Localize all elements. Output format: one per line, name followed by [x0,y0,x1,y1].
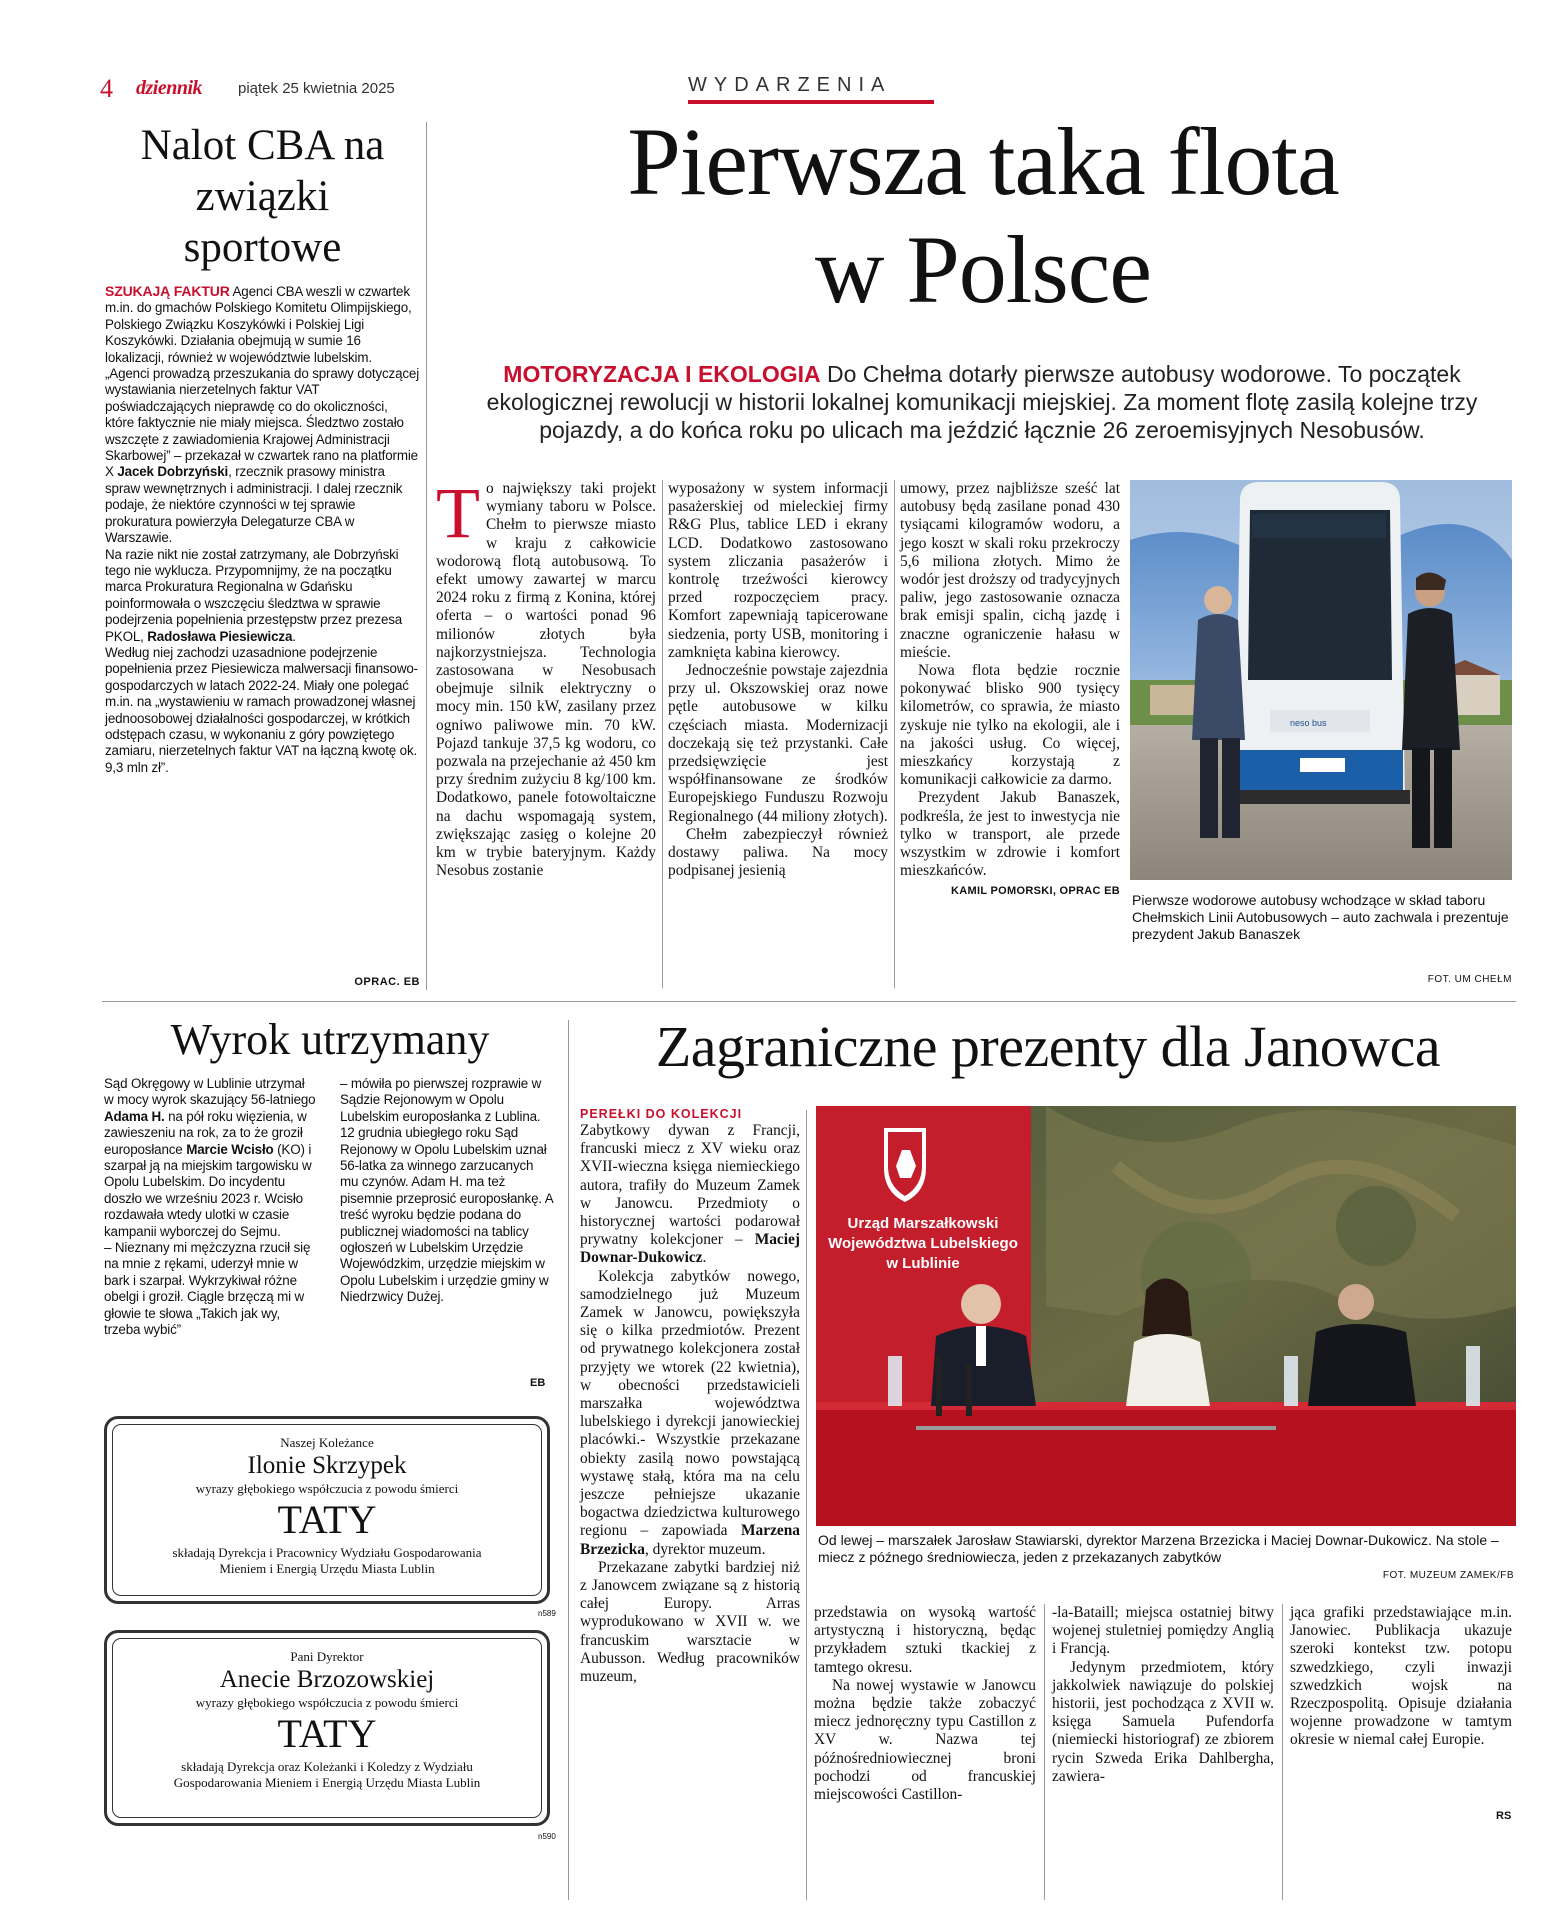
banner-line-2: Województwa Lubelskiego [828,1235,1018,1252]
column-divider [806,1110,807,1900]
cba-headline: Nalot CBA na związki sportowe [140,122,385,271]
obituary-name: Anecie Brzozowskiej [219,1666,435,1693]
issue-date: piątek 25 kwietnia 2025 [238,80,395,97]
page-number: 4 [100,74,113,103]
obituary-big: TATY [277,1711,377,1756]
wyrok-paragraph: na pół roku więzienia, w zawieszeniu na rok, za to że groził europosłance [104,1108,307,1157]
obituary-from: składają Dyrekcja i Pracownicy Wydziału Gospodarowania Mieniem i Energią Urzędu Miasta Lublin [172,1545,482,1576]
obituary-code: n589 [538,1609,556,1618]
cba-body [105,283,420,776]
museum-photo-credit: FOT. MUZEUM ZAMEK/FB [1382,1570,1514,1581]
drop-cap: T [436,473,480,553]
cba-paragraph: „Agenci prowadzą przeszukania do sprawy dotyczącej wystawiania nierzetelnych faktur VAT poświadczających nieprawdę co do okoliczności, które faktycznie nie miały miejsca. Śledztwo zostało wszczęte z zawiadomienia Krajowej Administracji Skarbowej” – przekazał w czwartek rano na platformie X [105,366,420,480]
column-divider [568,1020,569,1900]
column-divider [1282,1604,1283,1900]
cba-paragraph: Według niej zachodzi uzasadnione podejrzenie popełnienia przez Piesiewicza malwersacji finansowo-gospodarczych w latach 2022-24. Miały one polegać m.in. na „wystawieniu w ramach prowadzonej własnej jednoosobowej działalności gospodarczej, w krótkich odstępach czasu, w wykonaniu z góry powziętego zamiaru, nierzetelnych faktur VAT na łączną kwotę ok. 9,3 mln zł”. [105,644,418,775]
wyrok-name: Marcie Wcisło [186,1141,274,1157]
flota-paragraph: Nowa flota będzie rocznie pokonywać blisko 900 tysięcy kilometrów, co sprawia, że miasto zyskuje nie tylko na ekologii, ale i na jakości usług. Co więcej, mieszkańcy korzystają z komunikacji całkowicie za darmo. [900,662,1120,789]
wyrok-headline: Wyrok utrzymany [170,1015,490,1064]
obituary-notice [104,1630,550,1826]
obituary-notice [104,1416,550,1604]
banner-line-3: w Lublinie [886,1255,960,1272]
section-underline [688,100,934,104]
column-divider [1044,1604,1045,1900]
flota-kicker: MOTORYZACJA I EKOLOGIA [503,361,821,387]
wyrok-name: Adama H. [104,1108,165,1124]
cba-article [105,120,420,990]
wyrok-column-1 [104,1076,316,1339]
obituary-line: Naszej Koleżance [280,1435,374,1450]
flota-lead [442,360,1522,444]
janowiec-column-4 [1290,1604,1512,1750]
janowiec-paragraph: , dyrektor muzeum. [644,1540,766,1558]
flota-paragraph: Jednocześnie powstaje zajezdnia przy ul. Okszowskiej oraz nowe pętle autobusowe w kilku częściach miasta. Modernizacji doczekają się też przystanki. Całe przedsięwzięcie jest współfinansowane ze środków Europejskiego Funduszu Rozwoju Regionalnego (44 miliony złotych). [668,662,888,825]
wyrok-paragraph: Sąd Okręgowy w Lublinie utrzymał w mocy wyrok skazujący 56-latniego [104,1076,316,1108]
wyrok-paragraph: 12 grudnia ubiegłego roku Sąd Rejonowy w Opolu Lubelskim uznał 56-latka za winnego zarzucanych mu czynów. Adam H. ma też pisemnie przeprosić europosłankę. A treść wyroku będzie podana do publicznej wiadomości na tablicy ogłoszeń w Lubelskim Urzędzie Wojewódzkim, urzędzie miejskim w Opolu Lubelskim i urzędzie gminy w Niedrzwicy Dużej. [340,1125,553,1305]
bus-photo-image [1130,480,1512,880]
obituary-line: wyrazy głębokiego współczucia z powodu śmierci [195,1481,459,1496]
cba-name: Jacek Dobrzyński [117,464,229,480]
flota-paragraph: umowy, przez najbliższe sześć lat autobusy będą zasilane ponad 430 tysiącami kilogramów wodoru, a jego koszt w skali roku przekroczy 5,6 miliona złotych. Mimo że wodór jest droższy od tradycyjnych paliw, jego zastosowanie oznacza brak emisji spalin, cichą jazdę i znaczne ograniczenie hałasu w mieście. [900,480,1120,661]
cba-paragraph: Agenci CBA weszli w czwartek m.in. do gmachów Polskiego Komitetu Olimpijskiego, Polskiego Związku Koszykówki i Polskiej Ligi Koszykówki. Działania obejmują w sumie 16 lokalizacji, również w województwie lubelskim. [105,284,412,365]
flota-headline-line2: w Polsce [815,216,1151,323]
flota-column-3 [900,480,1120,901]
obituary-line: Pani Dyrektor [290,1649,364,1664]
flota-headline-line1: Pierwsza taka flota [627,108,1339,215]
cba-paragraph: Na razie nikt nie został zatrzymany, ale Dobrzyński tego nie wyklucza. Przypomnijmy, że na początku marca Prokuratura Regionalna w Gdańsku poinformowała o wszczęciu śledztwa w sprawie podejrzenia popełnienia przestępstw przez prezesa PKOL, [105,546,403,644]
janowiec-paragraph: Na nowej wystawie w Janowcu można będzie także zobaczyć miecz jednoręczny typu Castillon z XV w. Nazwa tej późnośredniowiecznej broni pochodzi od francuskiej miejscowości Castillon- [814,1676,1036,1804]
flota-paragraph: Chełm zabezpieczył również dostawy paliwa. Na mocy podpisanej jesienią [668,825,888,880]
column-divider [662,480,663,988]
column-divider [426,122,427,990]
section-divider [102,1001,1516,1002]
obituary-code: n590 [538,1832,556,1841]
cba-byline: OPRAC. EB [354,976,420,988]
janowiec-name: Maciej Downar-Dukowicz [580,1231,800,1267]
obituary-big: TATY [277,1497,377,1542]
flota-paragraph: o największy taki projekt wymiany taboru w Polsce. Chełm to pierwsze miasto w kraju z całkowicie wodorową flotą autobusową. To efekt umowy zawartej w marcu 2024 roku z firmą z Konina, której oferta – o wartości ponad 96 milionów złotych była najkorzystniejsza. Technologia zastosowana w Nesobusach obejmuje silnik elektryczny o mocy min. 150 kW, zasilany przez ogniwo paliwowe min. 70 kW. Pojazd tankuje 37,5 kg wodoru, co pozwala na przejechanie aż 450 km przy średnim zużyciu 8 kg/100 km. Dodatkowo, panele fotowoltaiczne na dachu wspomagają system, zwiększając zasięg o kolejne 20 km w trybie bateryjnym. Każdy Nesobus zostanie [436,480,656,880]
cba-kicker: SZUKAJĄ FAKTUR [105,283,230,299]
janowiec-name: Marzena Brzezicka [580,1522,800,1558]
cba-paragraph: . [292,628,296,644]
logo: dziennik [136,77,203,99]
obituary-line: wyrazy głębokiego współczucia z powodu śmierci [195,1695,459,1710]
janowiec-kicker: PEREŁKI DO KOLEKCJI [580,1107,743,1121]
janowiec-paragraph: Przekazane zabytki bardziej niż z Janowcem związane są z historią całej Europy. Arras wyprodukowano w XVII w. we francuskim warsztacie w Aubusson. Według pracowników muzeum, [580,1558,800,1686]
bus-photo-caption: Pierwsze wodorowe autobusy wchodzące w skład taboru Chełmskich Linii Autobusowych – auto zachwala i prezentuje prezydent Jakub Banaszek [1132,892,1509,942]
janowiec-paragraph: jąca grafiki przedstawiające m.in. Janowiec. Publikacja ukazuje szeroki kontekst tzw. potopu szwedzkiego, czyli inwazji szwedzkich wojsk na Rzeczpospolitą. Opisuje działania wojenne prowadzone w tamtym okresie w niemal całej Europie. [1290,1604,1512,1749]
flota-headline [436,108,1530,324]
janowiec-paragraph: -la-Bataill; miejsca ostatniej bitwy wojenej stuletniej pomiędzy Anglią i Francją. [1052,1604,1274,1658]
flota-paragraph: wyposażony w system informacji pasażerskiej od mieleckiej firmy R&G Plus, tablice LED i ekrany LCD. Dodatkowo zastosowano system zliczania pasażerów i kontrolę trzeźwości kierowcy przed rozpoczęciem pracy. Komfort zapewniają tapicerowane siedzenia, porty USB, monitoring i zamknięta kabina kierowcy. [668,480,888,661]
janowiec-paragraph: Kolekcja zabytków nowego, samodzielnego już Muzeum Zamek w Janowcu, powiększyła się o kilka przedmiotów. Prezent od prywatnego kolekcjonera został przyjęty we wtorek (22 kwietnia), w obecności przedstawicieli marszałka województwa lubelskiego i dyrekcji janowieckiej placówki.- Wszystkie przekazane obiekty zasilą nowo powstającą wystawę stałą, która ma na celu jeszcze pełniejsze ukazanie bogactwa dziedzictwa kulturowego regionu – zapowiada [580,1267,800,1540]
page-header [100,74,1520,104]
cba-paragraph: , rzecznik prasowy ministra spraw wewnętrznych i administracji. I dalej rzecznik podaje, że niektóre czynności w tej sprawie prokuratura powierzyła Delegaturze CBA w Warszawie. [105,464,403,546]
wyrok-column-2 [340,1076,554,1306]
janowiec-column-3 [1052,1604,1274,1786]
wyrok-byline: EB [530,1377,546,1389]
flota-byline: KAMIL POMORSKI, OPRAC EB [951,885,1120,898]
banner-line-1: Urząd Marszałkowski [847,1215,999,1232]
janowiec-paragraph: Jedynym przedmiotem, który jakkolwiek nawiązuje do polskiej historii, jest pochodząca z XVII w. księga Samuela Pufendorfa (niemiecki historiograf) ze zbiorem rycin Szweda Erika Dahlbergha, zawiera- [1052,1658,1274,1785]
obituary-name: Ilonie Skrzypek [247,1452,407,1479]
flota-column-2 [668,480,888,880]
janowiec-paragraph: . [702,1249,707,1267]
wyrok-paragraph: – mówiła po pierwszej rozprawie w Sądzie Rejonowym w Opolu Lubelskim europosłanka z Lublina. [340,1076,542,1124]
bus-brand-logo: neso bus [1290,718,1327,728]
section-name: WYDARZENIA [688,74,892,96]
flota-column-1 [436,473,656,880]
janowiec-headline: Zagraniczne prezenty dla Janowca [655,1014,1441,1079]
janowiec-column-1 [580,1106,800,1686]
janowiec-paragraph: przedstawia on wysoką wartość artystyczną i historyczną, będąc przykładem sztuki tkackiej z tamtego okresu. [814,1604,1036,1676]
flota-lead-text: Do Chełma dotarły pierwsze autobusy wodorowe. To początek ekologicznej rewolucji w historii lokalnej komunikacji miejskiej. Za moment flotę zasilą kolejne trzy pojazdy, a do końca roku po ulicach ma jeździć łącznie 26 zeroemisyjnych Nesobusów. [486,361,1478,443]
janowiec-byline: RS [1496,1810,1512,1822]
janowiec-column-2 [814,1604,1036,1804]
wyrok-paragraph: – Nieznany mi mężczyzna rzucił się na mnie z rękami, uderzył mnie w bark i szarpał. Wykrzykiwał różne obelgi i groził. Ciągle brzęczą mi w głowie te słowa „Takich jak wy, trzeba wybić” [104,1240,311,1338]
bus-photo [1130,480,1512,880]
janowiec-paragraph: Zabytkowy dywan z Francji, francuski miecz z XV wieku oraz XVII-wieczna księga niemieckiego autora, trafiły do Muzeum Zamek w Janowcu. Przedmioty o historycznej wartości podarował prywatny kolekcjoner – [580,1122,800,1249]
cba-name: Radosława Piesiewicza [147,628,293,644]
wyrok-paragraph: (KO) i szarpał ją na miejskim targowisku w Opolu Lubelskim. Do incydentu doszło we wrześniu 2023 r. Wcisło rozdawała wtedy ulotki w czasie kampanii wyborczej do Sejmu. [104,1141,312,1239]
bus-photo-credit: FOT. UM CHEŁM [1427,974,1512,985]
flota-paragraph: Prezydent Jakub Banaszek, podkreśla, że jest to inwestycja nie tylko w transport, ale przede wszystkim w zdrowie i komfort mieszkańców. [900,789,1120,880]
obituary-from: składają Dyrekcja oraz Koleżanki i Koledzy z Wydziału Gospodarowania Mieniem i Energią Urzędu Miasta Lublin [173,1759,481,1790]
museum-photo [816,1106,1516,1526]
museum-photo-image [816,1106,1516,1526]
column-divider [894,480,895,988]
museum-photo-caption: Od lewej – marszałek Jarosław Stawiarski, dyrektor Marzena Brzezicka i Maciej Downar-Dukowicz. Na stole – miecz z późnego średniowiecza, jeden z przekazanych zabytków [818,1532,1499,1565]
